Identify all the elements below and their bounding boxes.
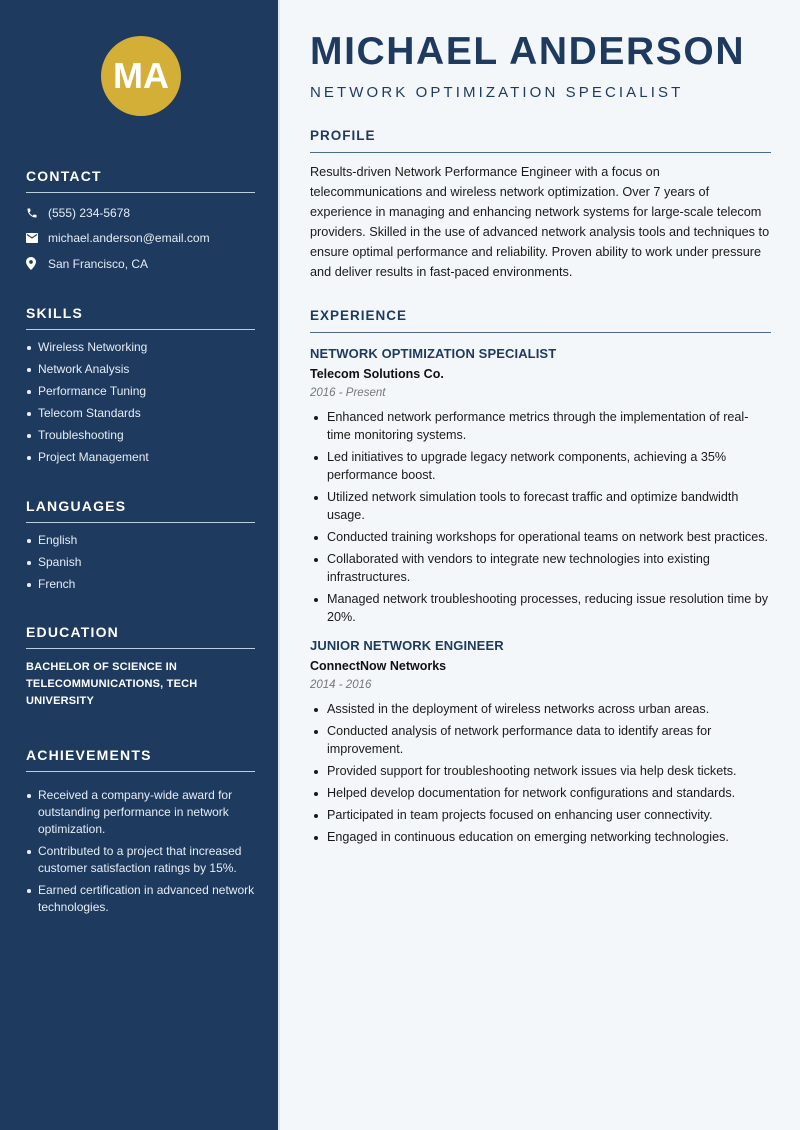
job-bullet: Managed network troubleshooting processes, reducing issue resolution time by 20%. — [310, 590, 771, 626]
job-title: JUNIOR NETWORK ENGINEER — [310, 638, 504, 653]
job-bullet: Conducted training workshops for operational teams on network best practices. — [310, 528, 771, 546]
achievements-section — [26, 747, 255, 921]
achievement-item: Contributed to a project that increased customer satisfaction ratings by 15%. — [26, 843, 255, 877]
job-bullet: Helped develop documentation for network configurations and standards. — [310, 784, 771, 802]
skills-list — [26, 339, 255, 466]
candidate-name: MICHAEL ANDERSON — [310, 30, 746, 73]
profile-text: Results-driven Network Performance Engineer with a focus on telecommunications and wireless network optimization. Over 7 years of experience in managing and enhancing network systems for large-scale telecom providers. Skilled in the use of advanced network analysis tools and techniques to ensure optimal performance and reliability. Proven ability to work under pressure and deliver results in fast-paced environments. — [310, 165, 770, 279]
skill-item: Project Management — [26, 449, 255, 466]
skill-item: Troubleshooting — [26, 427, 255, 444]
email-icon — [26, 233, 48, 243]
candidate-title: NETWORK OPTIMIZATION SPECIALIST — [310, 84, 684, 101]
contact-location — [26, 251, 255, 277]
job-bullet: Engaged in continuous education on emerging networking technologies. — [310, 828, 771, 846]
job-bullet: Assisted in the deployment of wireless networks across urban areas. — [310, 700, 771, 718]
phone-text: (555) 234-5678 — [48, 205, 131, 220]
languages-list — [26, 532, 255, 593]
education-heading: EDUCATION — [26, 624, 255, 649]
job-entry — [310, 638, 771, 846]
achievements-list — [26, 787, 255, 916]
job-bullets — [310, 408, 771, 626]
job-bullet: Provided support for troubleshooting network issues via help desk tickets. — [310, 762, 771, 780]
job-title: NETWORK OPTIMIZATION SPECIALIST — [310, 346, 557, 361]
contact-heading: CONTACT — [26, 168, 255, 193]
avatar — [101, 36, 181, 116]
experience-section — [310, 308, 771, 850]
language-item: French — [26, 576, 255, 593]
skills-heading: SKILLS — [26, 305, 255, 330]
language-item: Spanish — [26, 554, 255, 571]
job-entry — [310, 346, 771, 626]
profile-section — [310, 128, 771, 282]
contact-phone — [26, 200, 255, 226]
job-bullet: Conducted analysis of network performance data to identify areas for improvement. — [310, 722, 771, 758]
job-dates: 2014 - 2016 — [310, 679, 372, 691]
achievement-item: Received a company-wide award for outstanding performance in network optimization. — [26, 787, 255, 838]
languages-section — [26, 498, 255, 598]
skills-section — [26, 305, 255, 471]
job-bullet: Led initiatives to upgrade legacy network components, achieving a 35% performance boost. — [310, 448, 771, 484]
job-bullet: Enhanced network performance metrics through the implementation of real-time monitoring systems. — [310, 408, 771, 444]
experience-heading: EXPERIENCE — [310, 308, 771, 333]
job-company: ConnectNow Networks — [310, 659, 447, 673]
job-bullets — [310, 700, 771, 846]
job-dates: 2016 - Present — [310, 387, 386, 399]
skill-item: Performance Tuning — [26, 383, 255, 400]
sidebar — [0, 0, 280, 1130]
language-item: English — [26, 532, 255, 549]
location-text: San Francisco, CA — [48, 256, 149, 271]
profile-heading: PROFILE — [310, 128, 771, 153]
skill-item: Telecom Standards — [26, 405, 255, 422]
email-text: michael.anderson@email.com — [48, 231, 210, 246]
job-bullet: Participated in team projects focused on enhancing user connectivity. — [310, 806, 771, 824]
job-bullet: Utilized network simulation tools to forecast traffic and optimize bandwidth usage. — [310, 488, 771, 524]
education-degree: BACHELOR OF SCIENCE IN TELECOMMUNICATIONS, TECH UNIVERSITY — [26, 661, 198, 707]
languages-heading: LANGUAGES — [26, 498, 255, 523]
skill-item: Wireless Networking — [26, 339, 255, 356]
contact-section — [26, 168, 255, 277]
job-bullet: Collaborated with vendors to integrate new technologies into existing infrastructures. — [310, 550, 771, 586]
achievement-item: Earned certification in advanced network technologies. — [26, 882, 255, 916]
avatar-initials: MA — [113, 55, 169, 96]
achievements-heading: ACHIEVEMENTS — [26, 747, 255, 772]
skill-item: Network Analysis — [26, 361, 255, 378]
job-company: Telecom Solutions Co. — [310, 367, 444, 381]
phone-icon — [26, 207, 48, 219]
education-section — [26, 624, 255, 710]
contact-email — [26, 226, 255, 252]
location-icon — [26, 257, 48, 270]
